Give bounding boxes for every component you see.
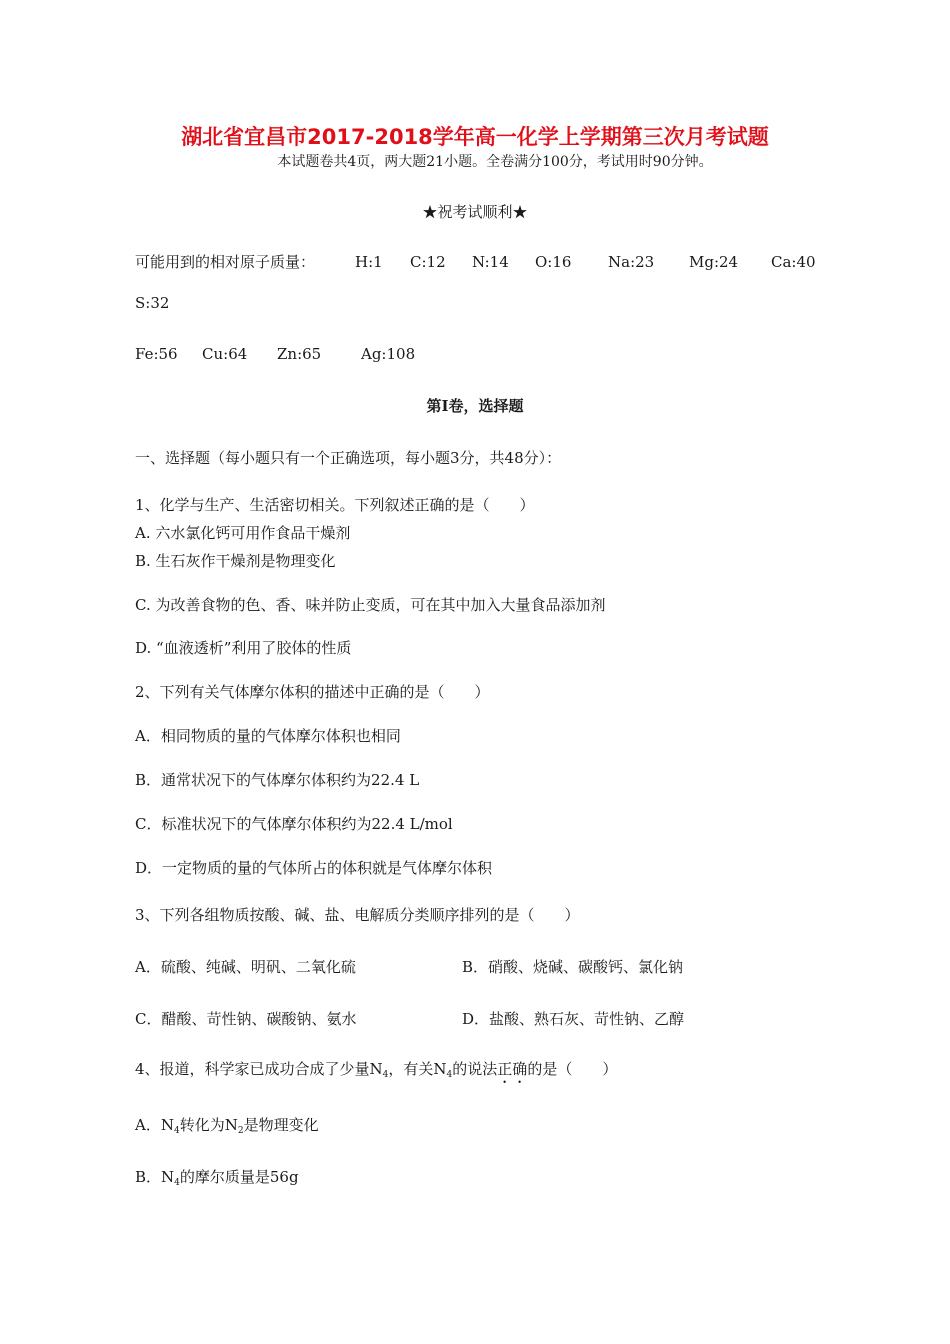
atomic-mass-label: 可能用到的相对原子质量： <box>135 253 316 271</box>
question-2-stem: 2、下列有关气体摩尔体积的描述中正确的是（ ） <box>135 683 490 701</box>
section-heading: 第Ⅰ卷，选择题 <box>426 397 524 415</box>
section-instructions: 一、选择题（每小题只有一个正确选项，每小题3分，共48分）： <box>135 449 562 467</box>
question-4-stem <box>135 1059 617 1087</box>
question-1-option-a: A. 六水氯化钙可用作食品干燥剂 <box>135 524 351 542</box>
option-text: A．N <box>135 1116 174 1134</box>
subscript: 4 <box>173 1126 180 1136</box>
emphasized-word: 正确 <box>497 1060 528 1078</box>
atomic-mass-cu: Cu:64 <box>202 345 248 363</box>
question-2-option-d: D．一定物质的量的气体所占的体积就是气体摩尔体积 <box>135 859 493 877</box>
atomic-mass-h: H:1 <box>355 253 383 271</box>
question-1-stem: 1、化学与生产、生活密切相关。下列叙述正确的是（ ） <box>135 496 535 514</box>
atomic-mass-o: O:16 <box>535 253 572 271</box>
atomic-mass-s: S:32 <box>135 294 170 312</box>
question-4-stem-part-3: 的说法 <box>452 1060 498 1078</box>
atomic-mass-mg: Mg:24 <box>689 253 739 271</box>
subscript: 2 <box>237 1126 244 1136</box>
question-4-stem-part-2: ，有关N <box>388 1060 447 1078</box>
question-2-option-c: C．标准状况下的气体摩尔体积约为22.4 L/mol <box>135 815 453 833</box>
question-4-option-b <box>135 1167 299 1187</box>
atomic-mass-na: Na:23 <box>608 253 655 271</box>
subscript: 4 <box>174 1178 180 1188</box>
question-3-option-d: D．盐酸、熟石灰、苛性钠、乙醇 <box>462 1010 685 1028</box>
atomic-mass-fe: Fe:56 <box>135 345 178 363</box>
question-4-stem-part-1: 4、报道，科学家已成功合成了少量N <box>135 1060 383 1078</box>
option-text: B．N <box>135 1168 175 1186</box>
question-1-option-d: D. “血液透析”利用了胶体的性质 <box>135 639 352 657</box>
subscript: 4 <box>446 1070 453 1080</box>
question-2-option-b: B．通常状况下的气体摩尔体积约为22.4 L <box>135 771 420 789</box>
option-text: 是物理变化 <box>243 1116 319 1134</box>
atomic-mass-c: C:12 <box>410 253 446 271</box>
atomic-mass-ca: Ca:40 <box>771 253 816 271</box>
question-3-option-b: B．硝酸、烧碱、碳酸钙、氯化钠 <box>462 958 684 976</box>
question-4-stem-part-4: 的是（ ） <box>527 1060 618 1078</box>
question-1-option-b: B. 生石灰作干燥剂是物理变化 <box>135 552 336 570</box>
exam-subtitle: 本试题卷共4页，两大题21小题。全卷满分100分，考试用时90分钟。 <box>277 154 713 170</box>
good-luck-line: ★祝考试顺利★ <box>422 203 528 221</box>
question-2-option-a: A．相同物质的量的气体摩尔体积也相同 <box>135 727 401 745</box>
atomic-mass-n: N:14 <box>472 253 509 271</box>
question-3-option-a: A．硫酸、纯碱、明矾、二氧化硫 <box>135 958 356 976</box>
question-4-option-a <box>135 1115 319 1135</box>
question-3-stem: 3、下列各组物质按酸、碱、盐、电解质分类顺序排列的是（ ） <box>135 906 580 924</box>
exam-title: 湖北省宜昌市2017-2018学年高一化学上学期第三次月考试题 <box>181 125 769 149</box>
question-1-option-c: C. 为改善食物的色、香、味并防止变质，可在其中加入大量食品添加剂 <box>135 596 606 614</box>
question-3-option-c: C．醋酸、苛性钠、碳酸钠、氨水 <box>135 1010 357 1028</box>
option-text: 转化为N <box>179 1116 238 1134</box>
atomic-mass-zn: Zn:65 <box>277 345 322 363</box>
option-text: 的摩尔质量是56g <box>179 1168 299 1186</box>
subscript: 4 <box>382 1070 389 1080</box>
atomic-mass-ag: Ag:108 <box>361 345 416 363</box>
